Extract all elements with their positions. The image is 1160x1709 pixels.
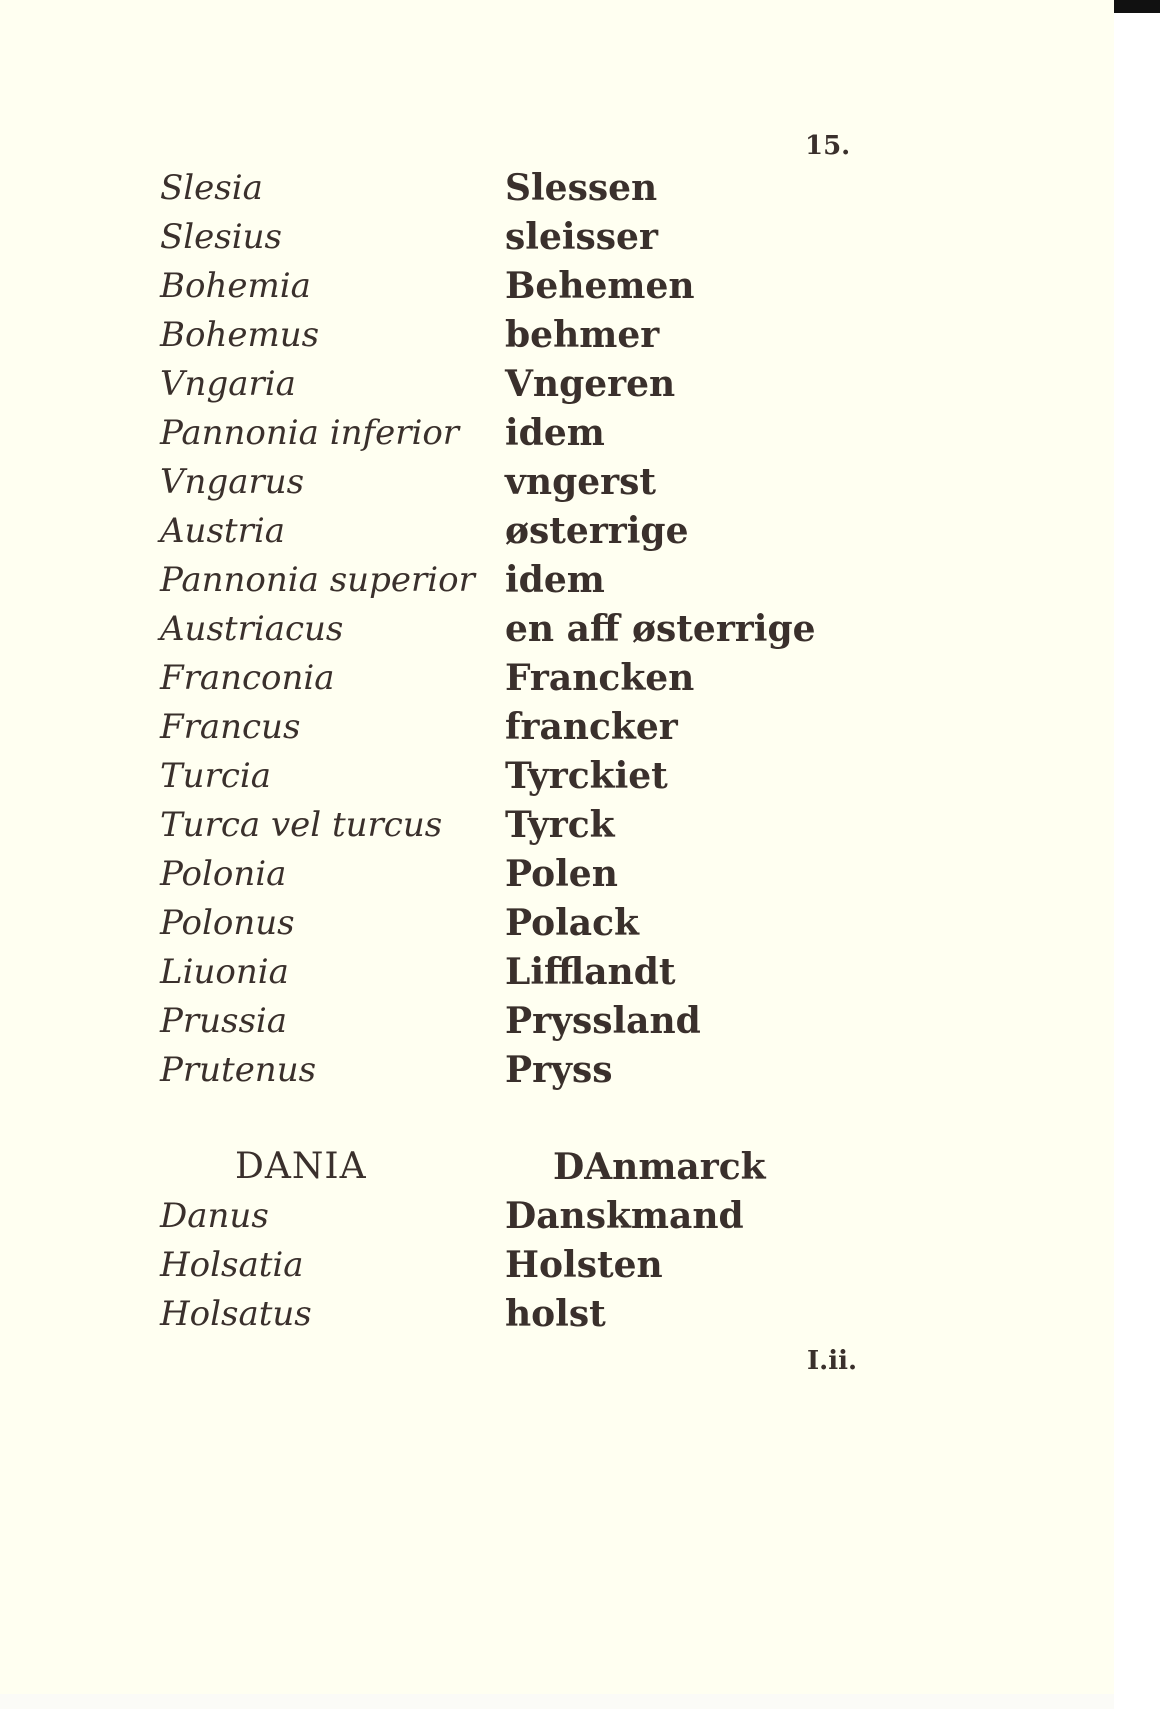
vernacular-term: Polen: [505, 853, 618, 895]
vernacular-term: francker: [505, 706, 678, 748]
entry-row: [0, 1290, 1114, 1338]
latin-term: Austriacus: [160, 609, 344, 649]
signature-mark: I.ii.: [807, 1346, 858, 1376]
section-heading-latin: DANIA: [235, 1146, 367, 1187]
vernacular-term: Lifflandt: [505, 951, 676, 993]
entry-row: [0, 311, 1114, 359]
latin-term: Francus: [160, 707, 301, 747]
entry-row: [0, 1046, 1114, 1094]
vernacular-term: sleisser: [505, 216, 658, 258]
latin-term: Danus: [160, 1196, 269, 1236]
entry-row: [0, 801, 1114, 849]
entry-row: [0, 213, 1114, 261]
latin-term: Bohemia: [160, 266, 311, 306]
latin-term: Polonia: [160, 854, 287, 894]
entry-row: [0, 850, 1114, 898]
latin-term: Liuonia: [160, 952, 289, 992]
latin-term: Turca vel turcus: [160, 805, 443, 845]
entry-row: [0, 654, 1114, 702]
scan-corner-mark: [1114, 0, 1160, 13]
entry-row: [0, 1241, 1114, 1289]
latin-term: Pannonia superior: [160, 560, 475, 600]
vernacular-term: Tyrckiet: [505, 755, 668, 797]
entry-row: [0, 752, 1114, 800]
vernacular-term: en aff østerrige: [505, 608, 816, 650]
entry-row: [0, 556, 1114, 604]
section-heading-vernacular: DAnmarck: [553, 1146, 766, 1188]
latin-term: Vngaria: [160, 364, 296, 404]
entry-row: [0, 997, 1114, 1045]
entry-row: [0, 458, 1114, 506]
latin-term: Turcia: [160, 756, 272, 796]
vernacular-term: idem: [505, 412, 605, 454]
latin-term: Prussia: [160, 1001, 288, 1041]
vernacular-term: Vngeren: [505, 363, 676, 405]
latin-term: Pannonia inferior: [160, 413, 460, 453]
latin-term: Prutenus: [160, 1050, 317, 1090]
latin-term: Slesia: [160, 168, 263, 208]
latin-term: Holsatus: [160, 1294, 312, 1334]
latin-term: Austria: [160, 511, 285, 551]
section-heading: [0, 1143, 1114, 1191]
entry-row: [0, 409, 1114, 457]
entry-row: [0, 948, 1114, 996]
vernacular-term: Holsten: [505, 1244, 663, 1286]
entry-row: [0, 1192, 1114, 1240]
vernacular-term: Danskmand: [505, 1195, 744, 1237]
latin-term: Holsatia: [160, 1245, 304, 1285]
entry-row: [0, 164, 1114, 212]
vernacular-term: Francken: [505, 657, 695, 699]
latin-term: Polonus: [160, 903, 295, 943]
entry-row: [0, 360, 1114, 408]
entry-row: [0, 507, 1114, 555]
vernacular-term: Pryssland: [505, 1000, 701, 1042]
entry-row: [0, 262, 1114, 310]
vernacular-term: holst: [505, 1293, 606, 1335]
vernacular-term: Tyrck: [505, 804, 615, 846]
vernacular-term: idem: [505, 559, 605, 601]
vernacular-term: Behemen: [505, 265, 695, 307]
folio-number: 15.: [805, 131, 851, 161]
entry-row: [0, 605, 1114, 653]
page-bottom-edge: [0, 1694, 1114, 1709]
latin-term: Franconia: [160, 658, 335, 698]
vernacular-term: østerrige: [505, 510, 689, 552]
page-right-margin: [1114, 0, 1160, 1709]
latin-term: Bohemus: [160, 315, 320, 355]
vernacular-term: Pryss: [505, 1049, 613, 1091]
latin-term: Slesius: [160, 217, 282, 257]
vernacular-term: behmer: [505, 314, 660, 356]
vernacular-term: Slessen: [505, 167, 658, 209]
entry-row: [0, 899, 1114, 947]
latin-term: Vngarus: [160, 462, 305, 502]
vernacular-term: vngerst: [505, 461, 657, 503]
entry-row: [0, 703, 1114, 751]
vernacular-term: Polack: [505, 902, 639, 944]
